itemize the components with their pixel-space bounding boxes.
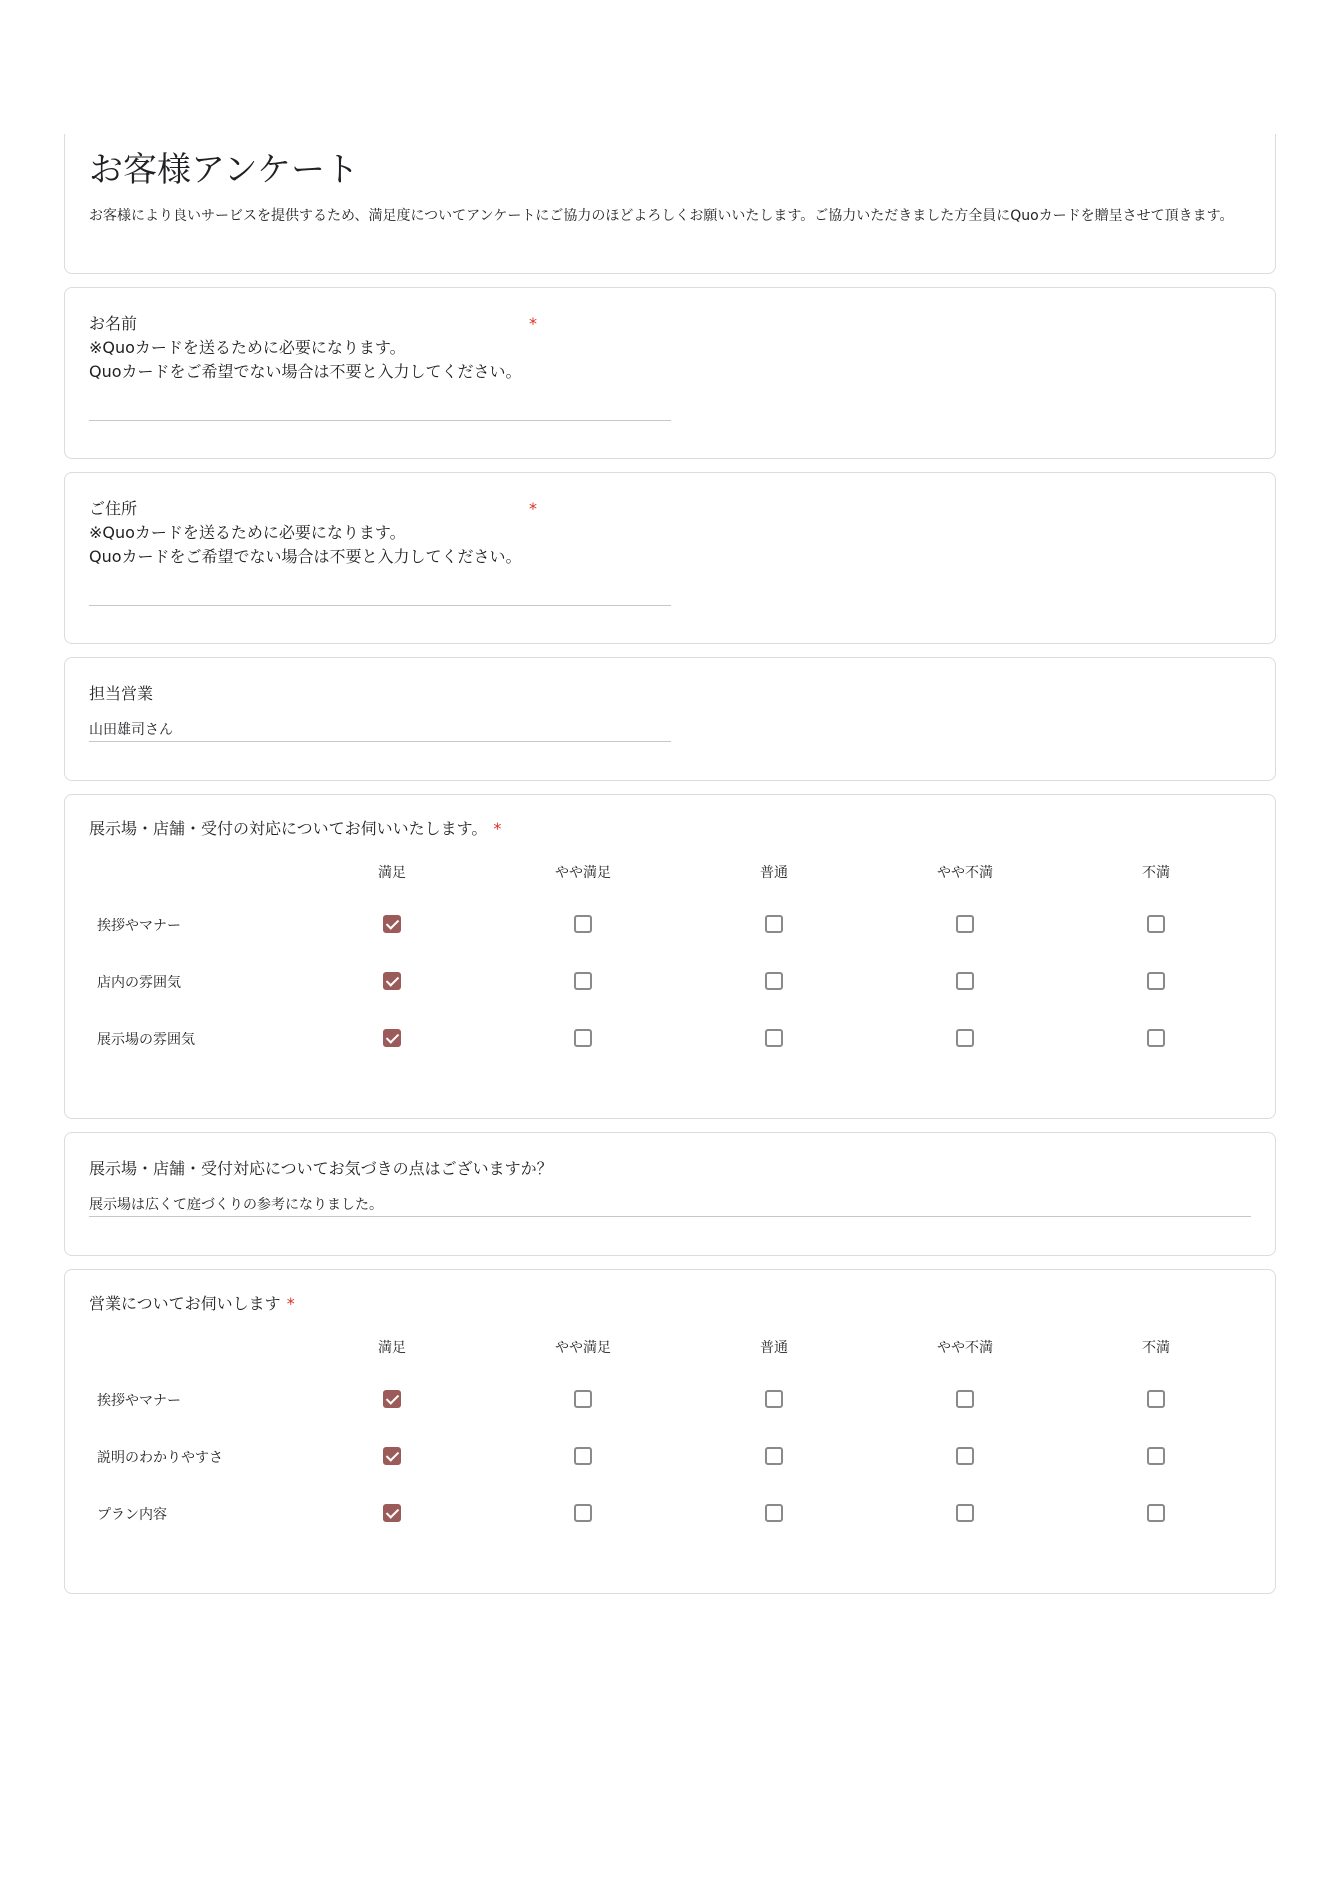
showroom-grid-title: 展示場・店舗・受付の対応についてお伺いいたします。 <box>89 819 488 838</box>
sales-rep-question-title: 担当営業 <box>89 684 154 703</box>
required-asterisk: * <box>286 1294 295 1313</box>
checkbox[interactable] <box>765 915 783 933</box>
showroom-comment-question-card <box>64 1132 1276 1256</box>
required-asterisk: * <box>529 499 537 518</box>
name-input[interactable] <box>89 399 671 421</box>
checkbox[interactable] <box>956 1447 974 1465</box>
grid-column-label: やや不満 <box>937 865 993 881</box>
checkbox[interactable] <box>1147 972 1165 990</box>
checkbox[interactable] <box>574 915 592 933</box>
checkbox[interactable] <box>956 915 974 933</box>
grid-row-label: 展示場の雰囲気 <box>97 1032 195 1048</box>
checkbox[interactable] <box>956 1504 974 1522</box>
grid-column-label: やや満足 <box>555 865 611 881</box>
grid-row-label: 挨拶やマナー <box>97 1393 181 1409</box>
checkbox[interactable] <box>956 1390 974 1408</box>
sales-grid-title-row <box>89 1292 1251 1316</box>
name-question-title-row <box>89 312 1251 336</box>
sales-rep-input[interactable]: 山田雄司さん <box>89 720 671 742</box>
checkbox-checked[interactable] <box>383 1390 401 1408</box>
grid-column-label: 満足 <box>378 865 406 881</box>
name-question-help-1: ※Quoカードを送るために必要になります。 <box>89 338 406 357</box>
grid-column-label: 不満 <box>1142 865 1170 881</box>
grid-column-label: やや満足 <box>555 1340 611 1356</box>
showroom-grid-title-row <box>89 817 1251 841</box>
grid-column-label: 不満 <box>1142 1340 1170 1356</box>
checkbox-checked[interactable] <box>383 1504 401 1522</box>
address-input[interactable] <box>89 584 671 606</box>
form-header-card <box>64 134 1276 274</box>
name-question-title: お名前 <box>89 314 138 333</box>
required-asterisk: * <box>529 314 537 333</box>
checkbox[interactable] <box>765 1029 783 1047</box>
showroom-comment-input[interactable]: 展示場は広くて庭づくりの参考になりました。 <box>89 1195 1251 1217</box>
address-question-card <box>64 472 1276 644</box>
survey-form <box>64 134 1276 1607</box>
sales-checkbox-grid <box>89 1316 1251 1576</box>
checkbox[interactable] <box>765 1504 783 1522</box>
checkbox-checked[interactable] <box>383 915 401 933</box>
checkbox[interactable] <box>574 972 592 990</box>
grid-row-label: プラン内容 <box>97 1507 167 1523</box>
sales-grid-title: 営業についてお伺いします <box>89 1294 281 1313</box>
checkbox[interactable] <box>1147 1029 1165 1047</box>
sales-grid-question-card <box>64 1269 1276 1594</box>
checkbox[interactable] <box>1147 1504 1165 1522</box>
checkbox[interactable] <box>1147 1390 1165 1408</box>
address-question-title: ご住所 <box>89 499 138 518</box>
grid-column-label: やや不満 <box>937 1340 993 1356</box>
checkbox[interactable] <box>1147 1447 1165 1465</box>
grid-column-label: 満足 <box>378 1340 406 1356</box>
checkbox[interactable] <box>574 1390 592 1408</box>
checkbox[interactable] <box>574 1504 592 1522</box>
grid-column-label: 普通 <box>760 865 788 881</box>
showroom-grid-question-card <box>64 794 1276 1119</box>
checkbox[interactable] <box>956 972 974 990</box>
checkbox-checked[interactable] <box>383 972 401 990</box>
address-question-title-row <box>89 497 1251 521</box>
required-asterisk: * <box>493 819 502 838</box>
checkbox-checked[interactable] <box>383 1447 401 1465</box>
grid-row-label: 説明のわかりやすさ <box>97 1450 223 1466</box>
checkbox[interactable] <box>765 1390 783 1408</box>
checkbox[interactable] <box>765 972 783 990</box>
showroom-checkbox-grid <box>89 841 1251 1101</box>
checkbox-checked[interactable] <box>383 1029 401 1047</box>
grid-column-label: 普通 <box>760 1340 788 1356</box>
address-question-help-1: ※Quoカードを送るために必要になります。 <box>89 523 406 542</box>
grid-row-label: 店内の雰囲気 <box>97 975 181 991</box>
checkbox[interactable] <box>1147 915 1165 933</box>
checkbox[interactable] <box>574 1029 592 1047</box>
form-description: お客様により良いサービスを提供するため、満足度についてアンケートにご協力のほどよろしくお願いいたします。ご協力いただきました方全員にQuoカードを贈呈させて頂きます。 <box>89 208 1234 224</box>
grid-row-label: 挨拶やマナー <box>97 918 181 934</box>
checkbox[interactable] <box>765 1447 783 1465</box>
address-question-help-2: Quoカードをご希望でない場合は不要と入力してください。 <box>89 547 522 566</box>
name-question-help-2: Quoカードをご希望でない場合は不要と入力してください。 <box>89 362 522 381</box>
name-question-card <box>64 287 1276 459</box>
showroom-comment-question-title: 展示場・店舗・受付対応についてお気づきの点はございますか？ <box>89 1159 553 1178</box>
sales-rep-question-card <box>64 657 1276 781</box>
checkbox[interactable] <box>956 1029 974 1047</box>
form-title: お客様アンケート <box>89 150 359 190</box>
checkbox[interactable] <box>574 1447 592 1465</box>
